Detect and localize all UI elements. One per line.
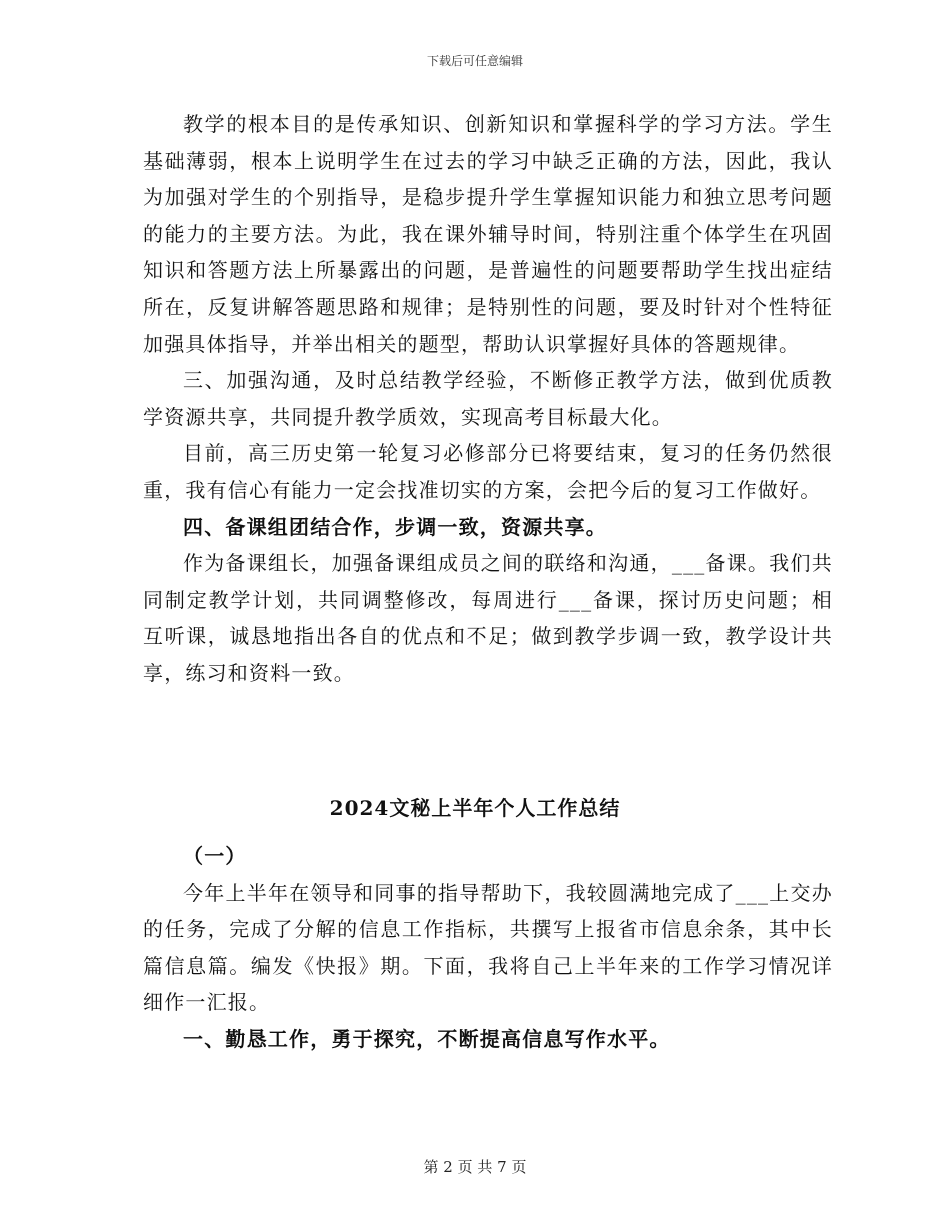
body-section-2 [143,838,833,1058]
paragraph-current-progress: 目前，高三历史第一轮复习必修部分已将要结束，复习的任务仍然很重，我有信心有能力一定会找准切实的方案，会把今后的复习工作做好。 [143,441,833,502]
subsection-marker: （一） [183,844,247,868]
paragraph-communication: 三、加强沟通，及时总结教学经验，不断修正教学方法，做到优质教学资源共享，共同提升教学质效，实现高考目标最大化。 [143,368,833,429]
section-heading-diligent-work: 一、勤恳工作，勇于探究，不断提高信息写作水平。 [183,1026,671,1051]
page-footer: 第 2 页 共 7 页 [423,1158,527,1176]
section-heading-collaboration: 四、备课组团结合作，步调一致，资源共享。 [183,514,607,539]
paragraph-group-leader: 作为备课组长，加强备课组成员之间的联络和沟通，___备课。我们共同制定教学计划，共同调整修改，每周进行___备课，探讨历史问题；相互听课，诚恳地指出各自的优点和不足；做到教学步调一致，教学设计共享，练习和资料一致。 [143,551,833,685]
body-section-1 [143,106,833,692]
header-note: 下载后可任意编辑 [426,54,523,68]
paragraph-summary-intro: 今年上半年在领导和同事的指导帮助下，我较圆满地完成了___上交办的任务，完成了分解的信息工作指标，共撰写上报省市信息余条，其中长篇信息篇。编发《快报》期。下面，我将自己上半年来的工作学习情况详细作一汇报。 [143,880,833,1015]
paragraph-teaching-method: 教学的根本目的是传承知识、创新知识和掌握科学的学习方法。学生基础薄弱，根本上说明学生在过去的学习中缺乏正确的方法，因此，我认为加强对学生的个别指导，是稳步提升学生掌握知识能力和独立思考问题的能力的主要方法。为此，我在课外辅导时间，特别注重个体学生在巩固知识和答题方法上所暴露出的问题，是普遍性的问题要帮助学生找出症结所在，反复讲解答题思路和规律；是特别性的问题，要及时针对个性特征加强具体指导，并举出相关的题型，帮助认识掌握好具体的答题规律。 [143,112,833,356]
document-title: 2024文秘上半年个人工作总结 [329,796,621,820]
